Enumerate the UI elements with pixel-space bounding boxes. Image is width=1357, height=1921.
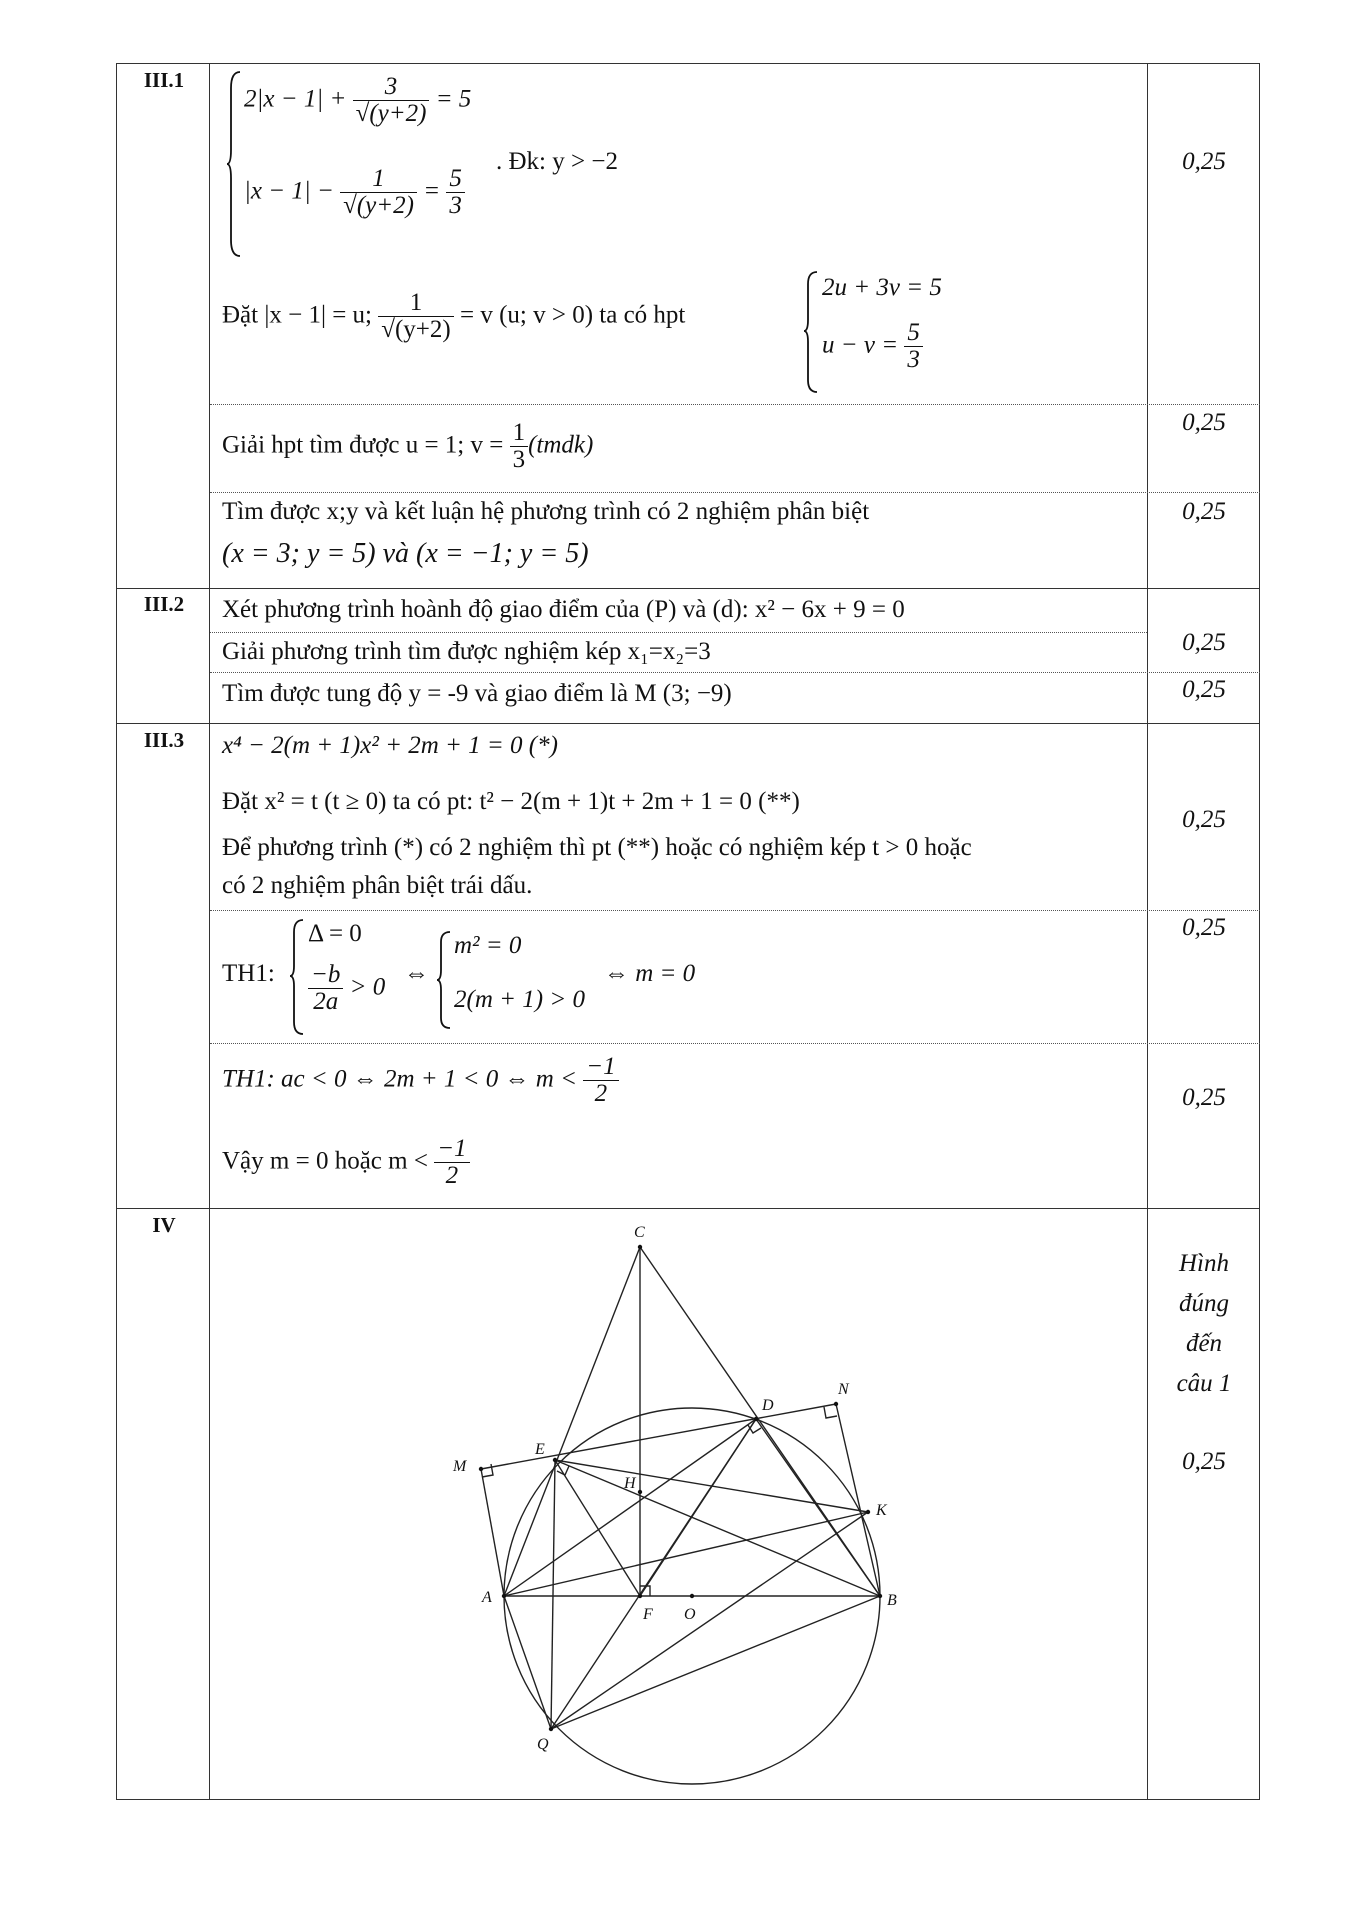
equation-text: 2|x − 1| + [244,85,353,113]
right-angle-mark [482,1464,493,1477]
equation-text: = [416,177,447,205]
equation-text: Vậy m = 0 hoặc m < [222,1147,435,1175]
point-label: K [876,1502,887,1519]
point-label: E [535,1441,545,1458]
fraction-numerator: −b [311,961,341,988]
point-label: A [482,1589,492,1606]
iii2-line: Tìm được tung độ y = -9 và giao điểm là M (3; −9) [222,680,732,707]
condition-text: . Đk: y > −2 [496,148,618,175]
equation-row [222,1136,470,1190]
case-label: TH1: [222,960,275,987]
row-divider [210,404,1260,405]
row-divider [210,1043,1260,1044]
case-condition: 2(m + 1) > 0 [454,986,585,1013]
segment-ca [504,1247,640,1596]
equivalence-sign: ⇔ [404,960,429,987]
fraction-denominator: 2 [434,1162,469,1189]
row-divider [210,910,1260,911]
solution-text: Giải hpt tìm được u = 1; v = [222,431,510,459]
score: 0,25 [1182,676,1226,703]
point-label: O [684,1606,696,1623]
row-divider [210,492,1260,493]
score: đúng [1179,1290,1229,1317]
score: 0,25 [1182,498,1226,525]
substitution-text: = v (u; v > 0) ta có hpt [453,301,686,329]
equation-row [308,962,385,1016]
score: 0,25 [1182,409,1226,436]
iii3-condition: có 2 nghiệm phân biệt trái dấu. [222,872,533,899]
system-brace [226,70,242,258]
iii2-line: Giải phương trình tìm được nghiệm kép x₁=x₂=3 [222,638,711,665]
section-label: III.1 [143,68,185,92]
case-condition: Δ = 0 [308,920,362,947]
section-label: III.3 [143,728,185,752]
point-label: B [887,1592,897,1609]
score: câu 1 [1176,1370,1232,1397]
iii3-condition: Để phương trình (*) có 2 nghiệm thì pt (**) hoặc có nghiệm kép t > 0 hoặc [222,834,972,861]
segment-be [555,1460,880,1596]
score: 0,25 [1182,629,1226,656]
row-divider [210,672,1260,673]
point-label: C [634,1224,645,1241]
equation-text: u − v = [822,331,905,359]
system-brace [289,918,305,1036]
fraction-numerator: 1 [372,165,385,192]
equation-text: > 0 [343,973,386,1001]
score: 0,25 [1182,806,1226,833]
fraction-numerator: 3 [384,73,398,100]
segment-am [481,1469,504,1596]
point-label: M [453,1458,467,1475]
right-angle-mark [824,1407,837,1418]
score: Hình [1179,1250,1229,1277]
fraction-numerator: 1 [409,289,423,316]
point-label: N [838,1381,849,1398]
score: 0,25 [1182,1084,1226,1111]
column-divider [1147,63,1148,1800]
score: 0,25 [1182,914,1226,941]
segment-eq [551,1460,555,1729]
section-label: III.2 [143,592,185,616]
equation-text: = 5 [429,85,472,113]
fraction-denominator: 2 [583,1080,618,1107]
substitution-row [222,290,685,344]
point-label: H [624,1475,636,1492]
solution-row [222,420,593,474]
fraction-denominator: √(y+2) [378,316,453,343]
geometry-figure [210,1209,1147,1799]
fraction-denominator: 2a [308,988,343,1015]
hpt-equation: 2u + 3v = 5 [822,274,942,301]
equation-row [822,320,923,374]
equation-row [244,166,465,220]
row-divider [210,632,1147,633]
fraction-denominator: √(y+2) [340,192,417,219]
equation-row [244,74,471,128]
section-label: IV [152,1213,176,1237]
system-brace [436,930,452,1030]
equation-text: |x − 1| − [244,177,341,205]
fraction-denominator: 3 [446,192,465,219]
segment-dq [551,1419,756,1729]
fraction-denominator: 3 [904,346,923,373]
segment-ek [555,1460,868,1512]
equation-row [222,1054,619,1108]
segment-aq [504,1596,551,1729]
point-label: D [762,1397,774,1414]
section-divider [116,723,1260,724]
case-result: ⇔ m = 0 [604,960,696,987]
point-label: F [643,1606,653,1623]
fraction-numerator: 1 [512,419,526,446]
fraction-numerator: −1 [437,1135,467,1162]
conclusion-text: Tìm được x;y và kết luận hệ phương trình có 2 nghiệm phân biệt [222,498,870,525]
fraction-denominator: √(y+2) [353,100,430,127]
system-brace [803,270,819,394]
iii3-equation: x⁴ − 2(m + 1)x² + 2m + 1 = 0 (*) [222,732,558,759]
segment-bn [836,1404,880,1596]
score: 0,25 [1182,1448,1226,1475]
score: 0,25 [1182,148,1226,175]
fraction-numerator: −1 [586,1053,616,1080]
iii2-line: Xét phương trình hoành độ giao điểm của (P) và (d): x² − 6x + 9 = 0 [222,596,905,623]
fraction-numerator: 5 [907,319,920,346]
conclusion-solutions: (x = 3; y = 5) và (x = −1; y = 5) [222,538,589,569]
line-mn [481,1404,836,1469]
iii3-substitution: Đặt x² = t (t ≥ 0) ta có pt: t² − 2(m + 1)t + 2m + 1 = 0 (**) [222,788,800,815]
solution-text: (tmdk) [528,431,594,459]
equation-text: TH1: ac < 0 ⇔ 2m + 1 < 0 ⇔ m < [222,1065,584,1093]
right-angle-mark [748,1425,761,1433]
score: đến [1185,1330,1223,1357]
point-label: Q [537,1736,549,1753]
fraction-denominator: 3 [510,446,529,473]
section-divider [116,588,1260,589]
substitution-text: Đặt |x − 1| = u; [222,301,379,329]
case-condition: m² = 0 [454,932,522,959]
fraction-numerator: 5 [449,165,462,192]
